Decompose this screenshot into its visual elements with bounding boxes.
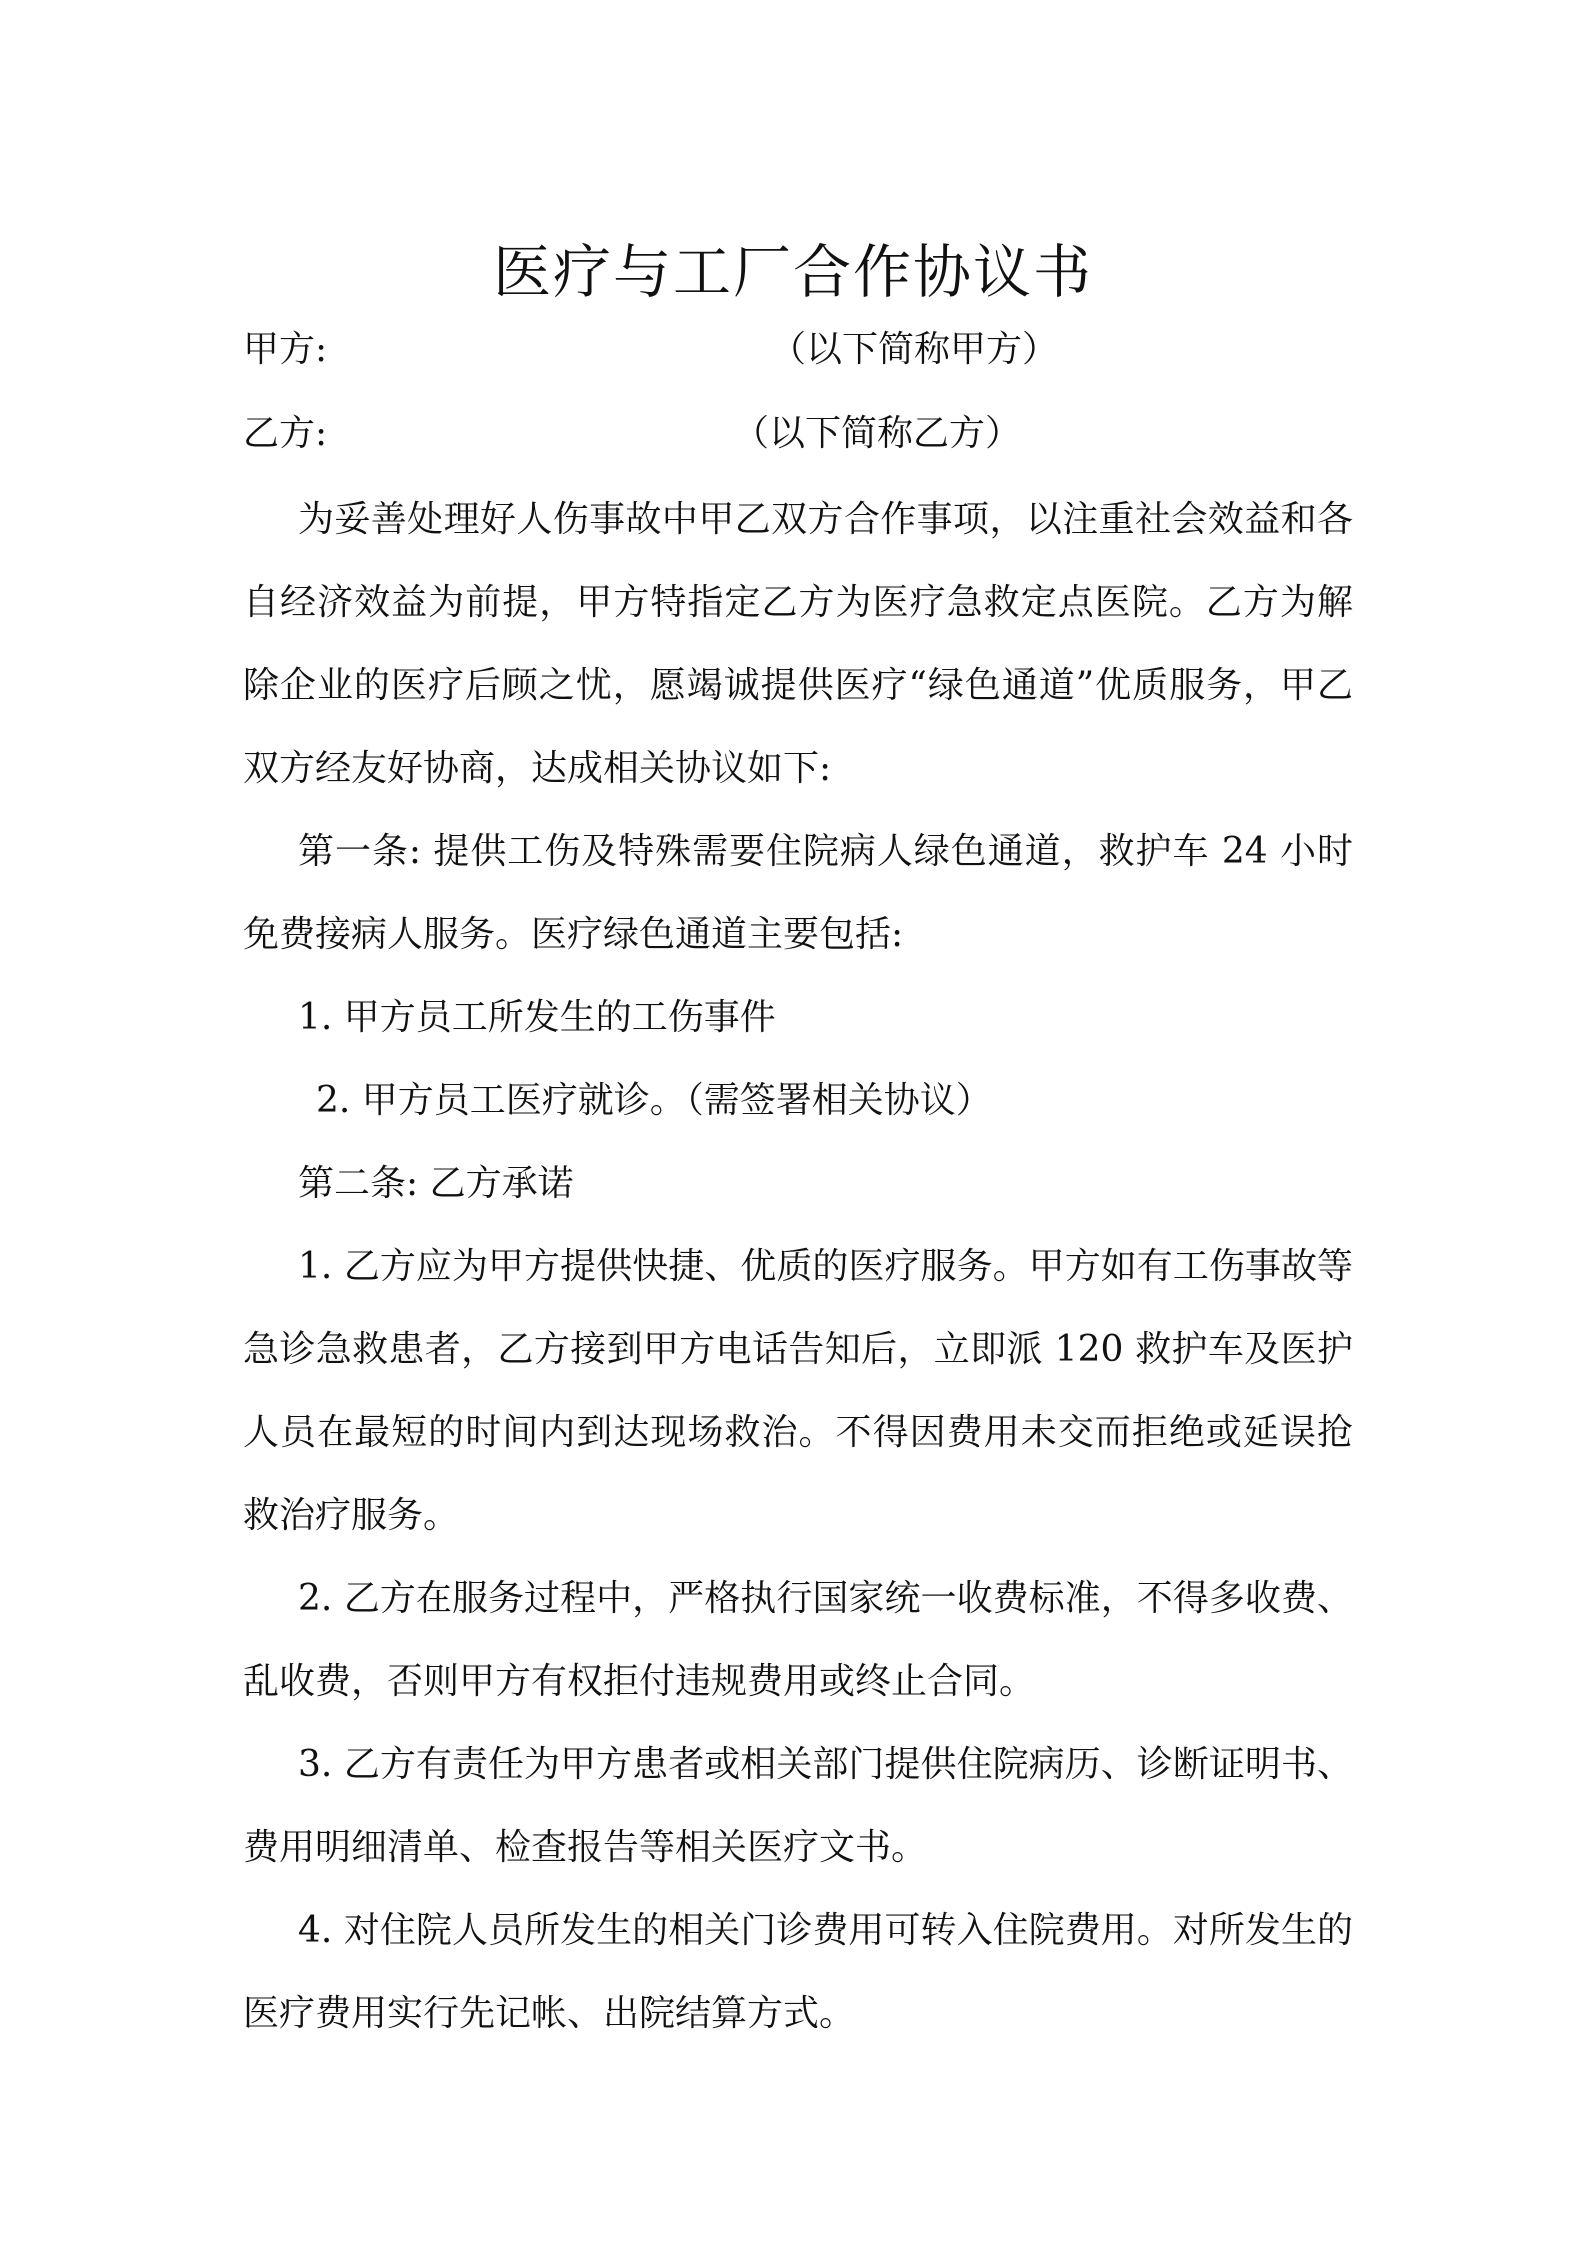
article-2-item-3: 3. 乙方有责任为甲方患者或相关部门提供住院病历、诊断证明书、费用明细清单、检查报告等相关医疗文书。 xyxy=(243,1744,1353,1868)
intro-text: 为妥善处理好人伤事故中甲乙双方合作事项，以注重社会效益和各自经济效益为前提，甲方特指定乙方为医疗急救定点医院。乙方为解除企业的医疗后顾之忧，愿竭诚提供医疗“绿色通道”优质服务，甲乙双方经友好协商，达成相关协议如下: xyxy=(243,499,1353,789)
article-2-item-1: 1. 乙方应为甲方提供快捷、优质的医疗服务。甲方如有工伤事故等急诊急救患者，乙方接到甲方电话告知后，立即派 120 救护车及医护人员在最短的时间内到达现场救治。不得因费用未交而拒绝或延误抢救治疗服务。 xyxy=(243,1246,1353,1536)
article-2-item-2: 2. 乙方在服务过程中，严格执行国家统一收费标准，不得多收费、乱收费，否则甲方有权拒付违规费用或终止合同。 xyxy=(243,1578,1353,1702)
article-2-heading: 第二条: 乙方承诺 xyxy=(298,1163,574,1204)
intro-paragraph xyxy=(243,478,1353,810)
article-1-items xyxy=(243,976,1353,1142)
party-b-label: 乙方: xyxy=(243,413,328,454)
article-2-items xyxy=(243,1225,1353,2055)
article-2-item-4: 4. 对住院人员所发生的相关门诊费用可转入住院费用。对所发生的医疗费用实行先记帐、出院结算方式。 xyxy=(243,1910,1353,2034)
article-1-item-1: 1. 甲方员工所发生的工伤事件 xyxy=(298,997,776,1038)
party-b-note: （以下简称乙方） xyxy=(733,413,1022,454)
article-1 xyxy=(243,810,1353,976)
document-title: 医疗与工厂合作协议书 xyxy=(492,237,1093,306)
article-1-text: 第一条: 提供工伤及特殊需要住院病人绿色通道，救护车 24 小时免费接病人服务。医疗绿色通道主要包括: xyxy=(243,831,1353,955)
article-2-heading-block xyxy=(243,1142,1353,1225)
article-1-item-2: 2. 甲方员工医疗就诊。（需签署相关协议） xyxy=(316,1080,992,1121)
party-a-note: （以下简称甲方） xyxy=(770,329,1059,370)
party-a-label: 甲方: xyxy=(243,329,328,370)
